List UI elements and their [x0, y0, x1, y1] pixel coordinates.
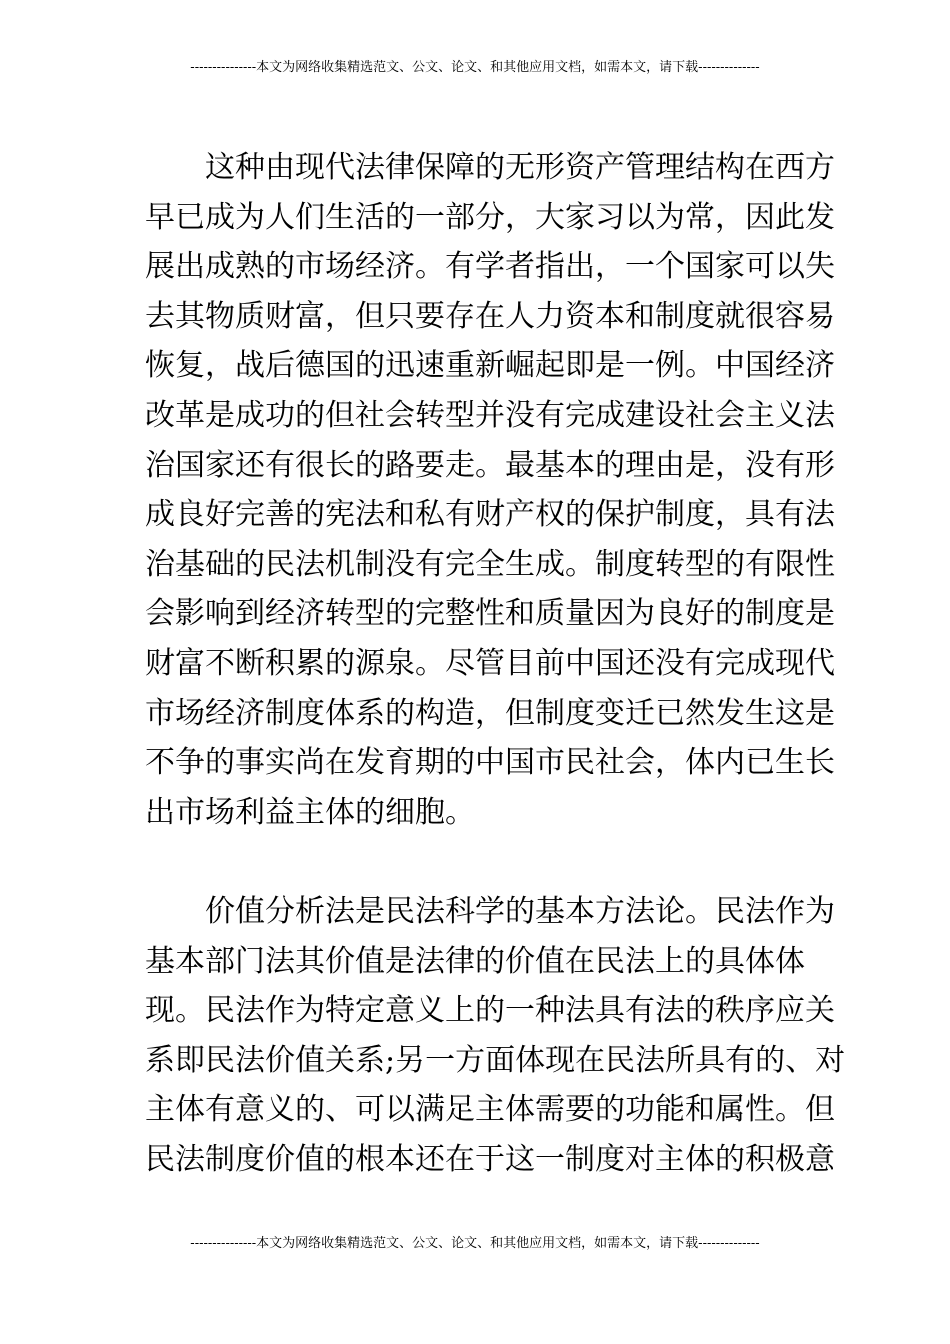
text-line: 治国家还有很长的路要走。最基本的理由是，没有形	[145, 447, 835, 483]
document-body	[145, 143, 846, 1184]
text-line: 不争的事实尚在发育期的中国市民社会，体内已生长	[145, 745, 835, 781]
text-line: 治基础的民法机制没有完全生成。制度转型的有限性	[145, 546, 835, 582]
header-banner: ---------------本文为网络收集精选范文、公文、论文、和其他应用文档，如需本文，请下载--------------	[190, 60, 760, 75]
text-line: 主体有意义的、可以满足主体需要的功能和属性。但	[145, 1092, 835, 1128]
text-line: 这种由现代法律保障的无形资产管理结构在西方	[205, 150, 835, 185]
text-line: 改革是成功的但社会转型并没有完成建设社会主义法	[145, 397, 835, 433]
text-line: 系即民法价值关系;另一方面体现在民法所具有的、对	[145, 1042, 846, 1078]
paragraph-1	[145, 143, 835, 837]
text-line: 基本部门法其价值是法律的价值在民法上的具体体	[145, 943, 805, 979]
footer-banner: ---------------本文为网络收集精选范文、公文、论文、和其他应用文档，如需本文，请下载--------------	[190, 1236, 760, 1251]
text-line: 展出成熟的市场经济。有学者指出，一个国家可以失	[145, 249, 835, 285]
text-line: 去其物质财富，但只要存在人力资本和制度就很容易	[145, 298, 835, 334]
text-line: 成良好完善的宪法和私有财产权的保护制度，具有法	[145, 497, 835, 533]
text-line: 财富不断积累的源泉。尽管目前中国还没有完成现代	[145, 645, 835, 681]
text-line: 民法制度价值的根本还在于这一制度对主体的积极意	[145, 1141, 835, 1177]
text-line: 现。民法作为特定意义上的一种法具有法的秩序应关	[145, 993, 835, 1029]
text-line: 价值分析法是民法科学的基本方法论。民法作为	[205, 893, 835, 929]
paragraph-2	[145, 887, 846, 1185]
text-line: 早已成为人们生活的一部分，大家习以为常，因此发	[145, 199, 835, 235]
text-line: 会影响到经济转型的完整性和质量因为良好的制度是	[145, 596, 835, 632]
text-line: 市场经济制度体系的构造，但制度变迁已然发生这是	[145, 695, 835, 731]
text-line: 恢复，战后德国的迅速重新崛起即是一例。中国经济	[145, 348, 835, 384]
text-line: 出市场利益主体的细胞。	[145, 794, 475, 830]
